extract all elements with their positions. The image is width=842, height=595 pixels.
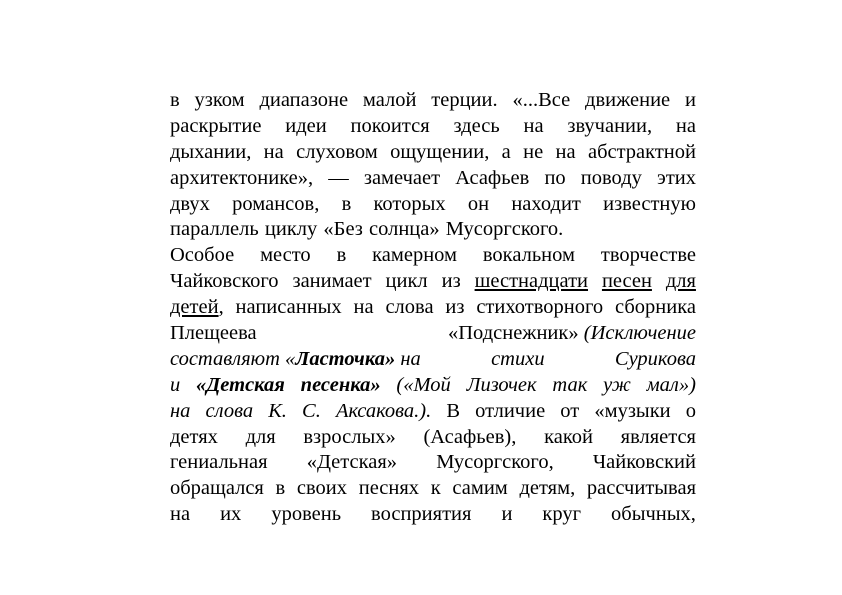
word: К. <box>268 399 287 422</box>
word: уровень <box>271 503 342 526</box>
word: («Мой <box>396 373 451 396</box>
word: Особое <box>170 244 235 267</box>
word: стихотворного <box>476 296 604 319</box>
word: место <box>260 244 311 267</box>
word: на <box>170 503 191 526</box>
word: камерном <box>372 244 457 267</box>
text-line <box>170 425 696 451</box>
word: отличие <box>475 399 546 422</box>
text-line <box>170 192 696 218</box>
word: мал») <box>646 373 696 396</box>
word: Лизочек <box>466 373 537 396</box>
word: уж <box>603 373 631 396</box>
word: звучании, <box>567 114 653 137</box>
word: детях <box>170 425 218 448</box>
word: их <box>220 503 242 526</box>
word: в <box>336 244 347 267</box>
word: взрослых» <box>303 425 396 448</box>
text-line <box>170 502 696 528</box>
word: творчестве <box>600 244 696 267</box>
word: Асафьев <box>455 166 530 189</box>
word: Чайковского <box>170 270 279 293</box>
word: слова <box>205 399 254 422</box>
word: занимает <box>292 270 372 293</box>
word: «Подснежник» (Исключение <box>447 322 696 345</box>
word: поводу <box>580 166 642 189</box>
text-line <box>170 140 696 166</box>
word: (Асафьев), <box>423 425 517 448</box>
word: «...Все <box>512 89 571 111</box>
text-line <box>170 399 696 425</box>
word: детям, <box>519 477 576 500</box>
word: на <box>675 114 696 137</box>
text-line <box>170 114 696 140</box>
word: для <box>665 270 696 293</box>
word: малой <box>362 89 417 111</box>
word: терции. <box>431 89 498 111</box>
word: обращался <box>170 477 264 500</box>
word: Мусоргского. <box>445 218 564 241</box>
word: песен <box>601 270 652 293</box>
word: Аксакова.). <box>335 399 432 422</box>
word: находит <box>511 192 581 215</box>
word: своих <box>296 477 348 500</box>
word: сборника <box>615 296 696 319</box>
word: архитектонике», <box>170 166 314 189</box>
word: на <box>523 114 544 137</box>
word: написанных <box>235 296 342 319</box>
text-line <box>170 321 696 347</box>
word: Чайковский <box>592 451 696 474</box>
word: в <box>275 477 286 500</box>
word: из <box>445 296 465 319</box>
word: по <box>544 166 566 189</box>
word: двух <box>170 192 210 215</box>
word: движение <box>585 89 671 111</box>
word: раскрытие <box>170 114 262 137</box>
word: «Без <box>323 218 363 241</box>
text-line <box>170 217 696 243</box>
word: В <box>446 399 461 422</box>
word: в <box>341 192 352 215</box>
word: и <box>685 89 696 111</box>
word: вокальном <box>482 244 575 267</box>
word: на <box>263 140 284 163</box>
text-line <box>170 295 696 321</box>
word: известную <box>603 192 696 215</box>
word: «Детская <box>196 373 285 396</box>
word: детей, <box>170 296 224 319</box>
word: на <box>555 140 576 163</box>
word: в <box>170 89 180 111</box>
word: цикл <box>385 270 428 293</box>
word: о <box>685 399 696 422</box>
text-line <box>170 166 696 192</box>
word: «музыки <box>594 399 671 422</box>
word: какой <box>544 425 593 448</box>
word: идеи <box>285 114 327 137</box>
word: круг <box>542 503 582 526</box>
word: из <box>441 270 461 293</box>
word: этих <box>657 166 696 189</box>
word: восприятия <box>371 503 472 526</box>
word: слова <box>385 296 434 319</box>
word: гениальная <box>170 451 268 474</box>
word: ощущении, <box>390 140 490 163</box>
word: так <box>552 373 588 396</box>
word: солнца» <box>369 218 440 241</box>
word: узком <box>194 89 245 111</box>
word: и <box>501 503 513 526</box>
word: циклу <box>264 218 318 241</box>
word: песенка» <box>300 373 381 396</box>
word: не <box>523 140 544 163</box>
word: абстрактной <box>587 140 696 163</box>
text-line <box>170 347 696 373</box>
word: которых <box>373 192 446 215</box>
word: рассчитывая <box>586 477 696 500</box>
word: для <box>245 425 276 448</box>
word: дыхании, <box>170 140 252 163</box>
word: на <box>353 296 374 319</box>
text-line <box>170 373 696 399</box>
word: от <box>560 399 580 422</box>
word: Мусоргского, <box>436 451 554 474</box>
word: стихи <box>491 347 545 370</box>
word: покоится <box>350 114 430 137</box>
text-line <box>170 476 696 502</box>
word: параллель <box>170 218 259 241</box>
word: составляют «Ласточка» на <box>170 347 421 370</box>
text-line <box>170 88 696 114</box>
word: здесь <box>453 114 500 137</box>
word: «Детская» <box>306 451 398 474</box>
word: С. <box>302 399 321 422</box>
word: к <box>430 477 441 500</box>
word: замечает <box>363 166 441 189</box>
word: и <box>170 373 181 396</box>
word: обычных, <box>611 503 696 526</box>
word: слуховом <box>296 140 378 163</box>
word: а <box>501 140 511 163</box>
text-line <box>170 269 696 295</box>
text-line <box>170 243 696 269</box>
word: песнях <box>358 477 420 500</box>
word: на <box>170 399 191 422</box>
word: шестнадцати <box>474 270 589 293</box>
word: — <box>328 166 349 189</box>
word: Плещеева <box>170 322 257 345</box>
text-line <box>170 450 696 476</box>
word: диапазоне <box>259 89 349 111</box>
document-page <box>170 88 696 528</box>
word: Сурикова <box>614 347 696 370</box>
word: романсов, <box>232 192 320 215</box>
word: самим <box>452 477 508 500</box>
word: является <box>620 425 696 448</box>
word: он <box>467 192 490 215</box>
